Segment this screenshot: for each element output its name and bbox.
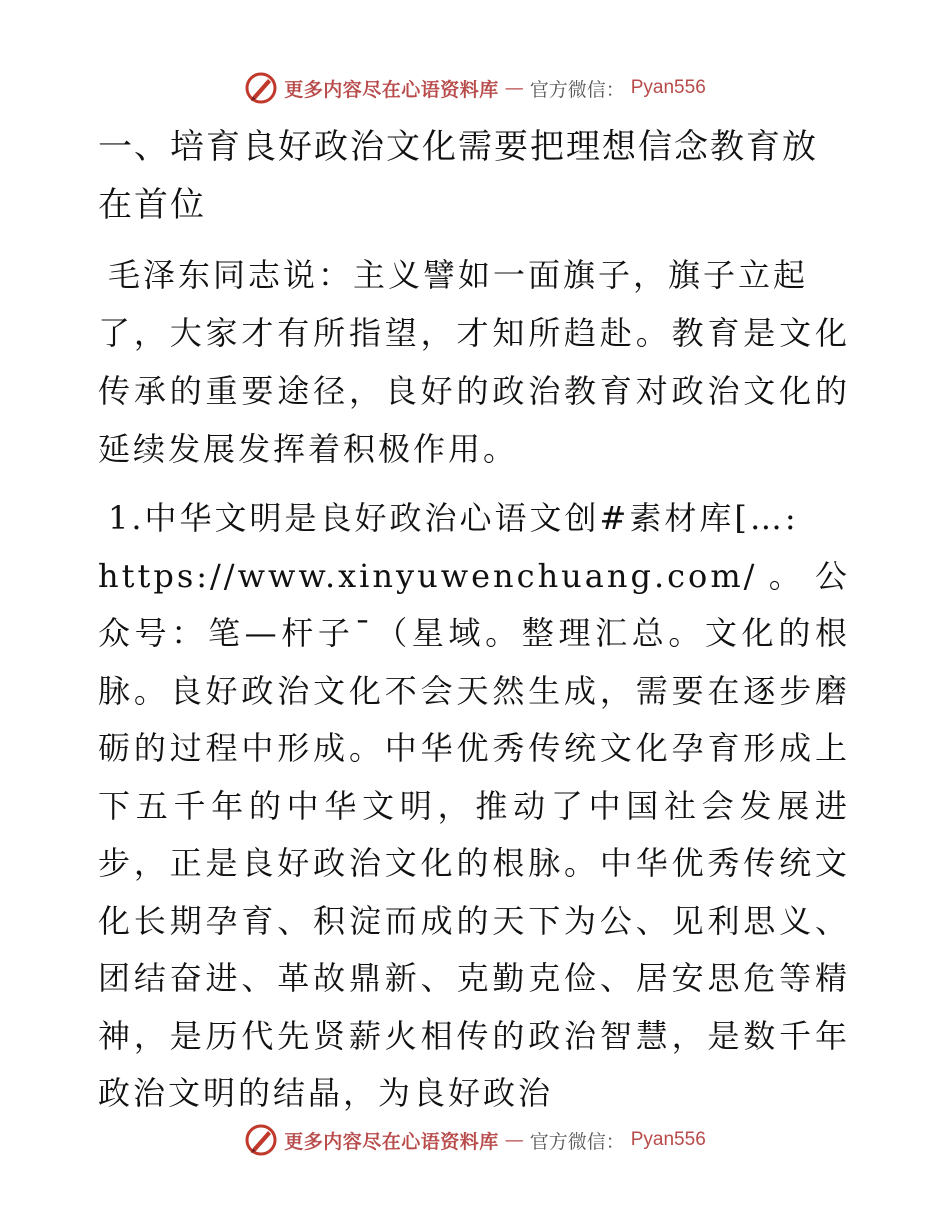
banner-brand-text: 更多内容尽在心语资料库: [284, 1130, 499, 1153]
footer-banner: [0, 1120, 950, 1160]
banner-brand-text: 更多内容尽在心语资料库: [284, 78, 499, 101]
banner-separator: —: [504, 77, 524, 99]
pen-logo-icon: [244, 71, 278, 105]
paragraph-first-line: 1.中华文明是良好政治心语文创#素材库[…:: [108, 499, 799, 537]
section-heading: 一、培育良好政治文化需要把理想信念教育放在首位: [98, 127, 818, 225]
banner-official-label: 官方微信：: [529, 78, 625, 101]
banner-wechat-id: Pyan556: [630, 1129, 706, 1150]
paragraph-first-line: 毛泽东同志说：主义譬如一面旗子，旗子立起: [108, 256, 809, 294]
banner-official-label: 官方微信：: [529, 1130, 625, 1153]
document-body: [98, 118, 850, 1135]
paragraph-mao-quote: [98, 246, 850, 478]
banner-wechat-id: Pyan556: [630, 77, 706, 98]
paragraph-body: https://www.xinyuwenchuang.com/。公众号：笔—杆子¯（星域。整理汇总。文化的根脉。良好政治文化不会天然生成，需要在逐步磨砺的过程中形成。中华优秀传统文化孕育形成上下五千年的中华文明，推动了中国社会发展进步，正是良好政治文化的根脉。中华优秀传统文化长期孕育、积淀而成的天下为公、见利思义、团结奋进、革故鼎新、克勤克俭、居安思危等精神，是历代先贤薪火相传的政治智慧，是数千年政治文明的结晶，为良好政治: [98, 556, 850, 1112]
pen-logo-icon: [244, 1123, 278, 1157]
header-banner: [0, 68, 950, 108]
paragraph-chinese-civilization: [98, 490, 850, 1123]
paragraph-body: 了，大家才有所指望，才知所趋赴。教育是文化传承的重要途径，良好的政治教育对政治文化的延续发展发挥着积极作用。: [98, 314, 850, 468]
banner-separator: —: [504, 1129, 524, 1151]
